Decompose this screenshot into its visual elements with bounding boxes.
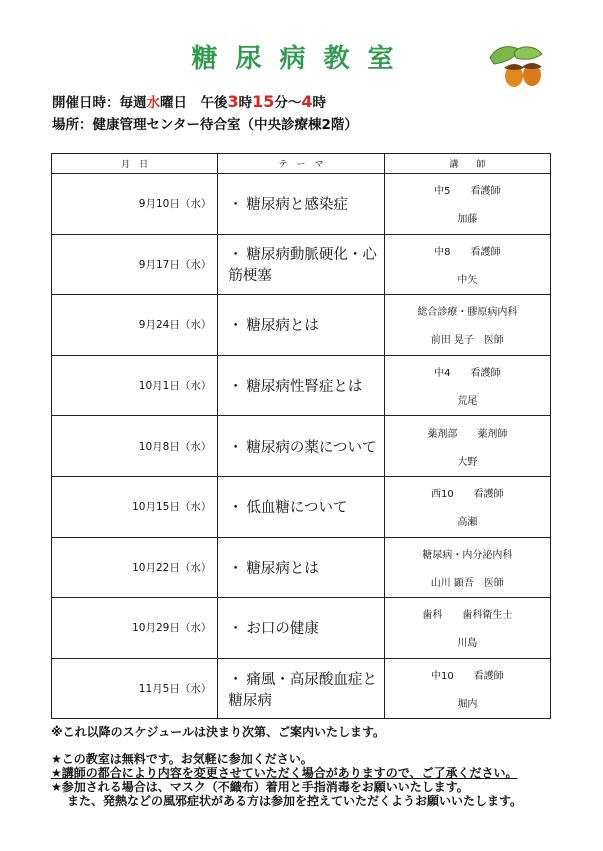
free-note: ★この教室は無料です。お気軽に参加ください。: [51, 752, 313, 766]
row-lecturer: 中4 看護師 荒尾: [384, 355, 550, 416]
header-date: 月 日: [52, 154, 218, 174]
event-place: 場所：健康管理センター待合室（中央診療棟2階）: [52, 117, 358, 133]
table-row: [52, 658, 551, 719]
schedule-table: [51, 153, 551, 719]
table-row: [52, 174, 551, 235]
row-lecturer: 西10 看護師 高瀬: [384, 476, 550, 537]
header-theme: テ ー マ: [218, 154, 384, 174]
mask-note: ★参加される場合は、マスク（不織布）着用と手指消毒をお願いいたします。: [51, 780, 469, 794]
row-date: 10月22日（水）: [52, 537, 218, 598]
table-row: [52, 598, 551, 659]
table-row: [52, 355, 551, 416]
row-date: 9月10日（水）: [52, 174, 218, 235]
row-date: 9月24日（水）: [52, 295, 218, 356]
row-lecturer: 歯科 歯科衛生士 川島: [384, 598, 550, 659]
row-date: 10月15日（水）: [52, 476, 218, 537]
row-date: 9月17日（水）: [52, 234, 218, 295]
row-lecturer: 総合診療・膠原病内科 前田 晃子 医師: [384, 295, 550, 356]
row-theme: ・ 痛風・高尿酸血症と糖尿病: [218, 658, 384, 719]
row-date: 11月5日（水）: [52, 658, 218, 719]
table-row: [52, 537, 551, 598]
change-note: ★講師の都合により内容を変更させていただく場合がありますので、ご了承ください。: [51, 766, 518, 780]
header-lecturer: 講 師: [384, 154, 550, 174]
row-theme: ・ 糖尿病とは: [218, 537, 384, 598]
row-date: 10月29日（水）: [52, 598, 218, 659]
fever-note: また、発熱などの風邪症状がある方は参加を控えていただくようお願いいたします。: [67, 794, 523, 808]
row-lecturer: 中5 看護師 加藤: [384, 174, 550, 235]
table-row: [52, 416, 551, 477]
table-row: [52, 234, 551, 295]
event-datetime: 開催日時：毎週水曜日 午後3時15分～4時: [52, 92, 327, 111]
row-lecturer: 薬剤部 薬剤師 大野: [384, 416, 550, 477]
table-row: [52, 295, 551, 356]
row-lecturer: 糖尿病・内分泌内科 山川 顕吾 医師: [384, 537, 550, 598]
row-theme: ・ 糖尿病の薬について: [218, 416, 384, 477]
row-theme: ・ 低血糖について: [218, 476, 384, 537]
row-date: 10月8日（水）: [52, 416, 218, 477]
row-theme: ・ 糖尿病性腎症とは: [218, 355, 384, 416]
acorn-icon: [486, 42, 548, 90]
row-date: 10月1日（水）: [52, 355, 218, 416]
row-lecturer: 中10 看護師 堀内: [384, 658, 550, 719]
row-theme: ・ お口の健康: [218, 598, 384, 659]
row-theme: ・ 糖尿病とは: [218, 295, 384, 356]
page-title: 糖尿病教室: [191, 44, 412, 74]
row-theme: ・ 糖尿病動脈硬化・心筋梗塞: [218, 234, 384, 295]
row-lecturer: 中8 看護師 中矢: [384, 234, 550, 295]
schedule-note: ※これ以降のスケジュールは決まり次第、ご案内いたします。: [51, 725, 385, 739]
row-theme: ・ 糖尿病と感染症: [218, 174, 384, 235]
table-row: [52, 476, 551, 537]
table-header-row: [52, 154, 551, 174]
